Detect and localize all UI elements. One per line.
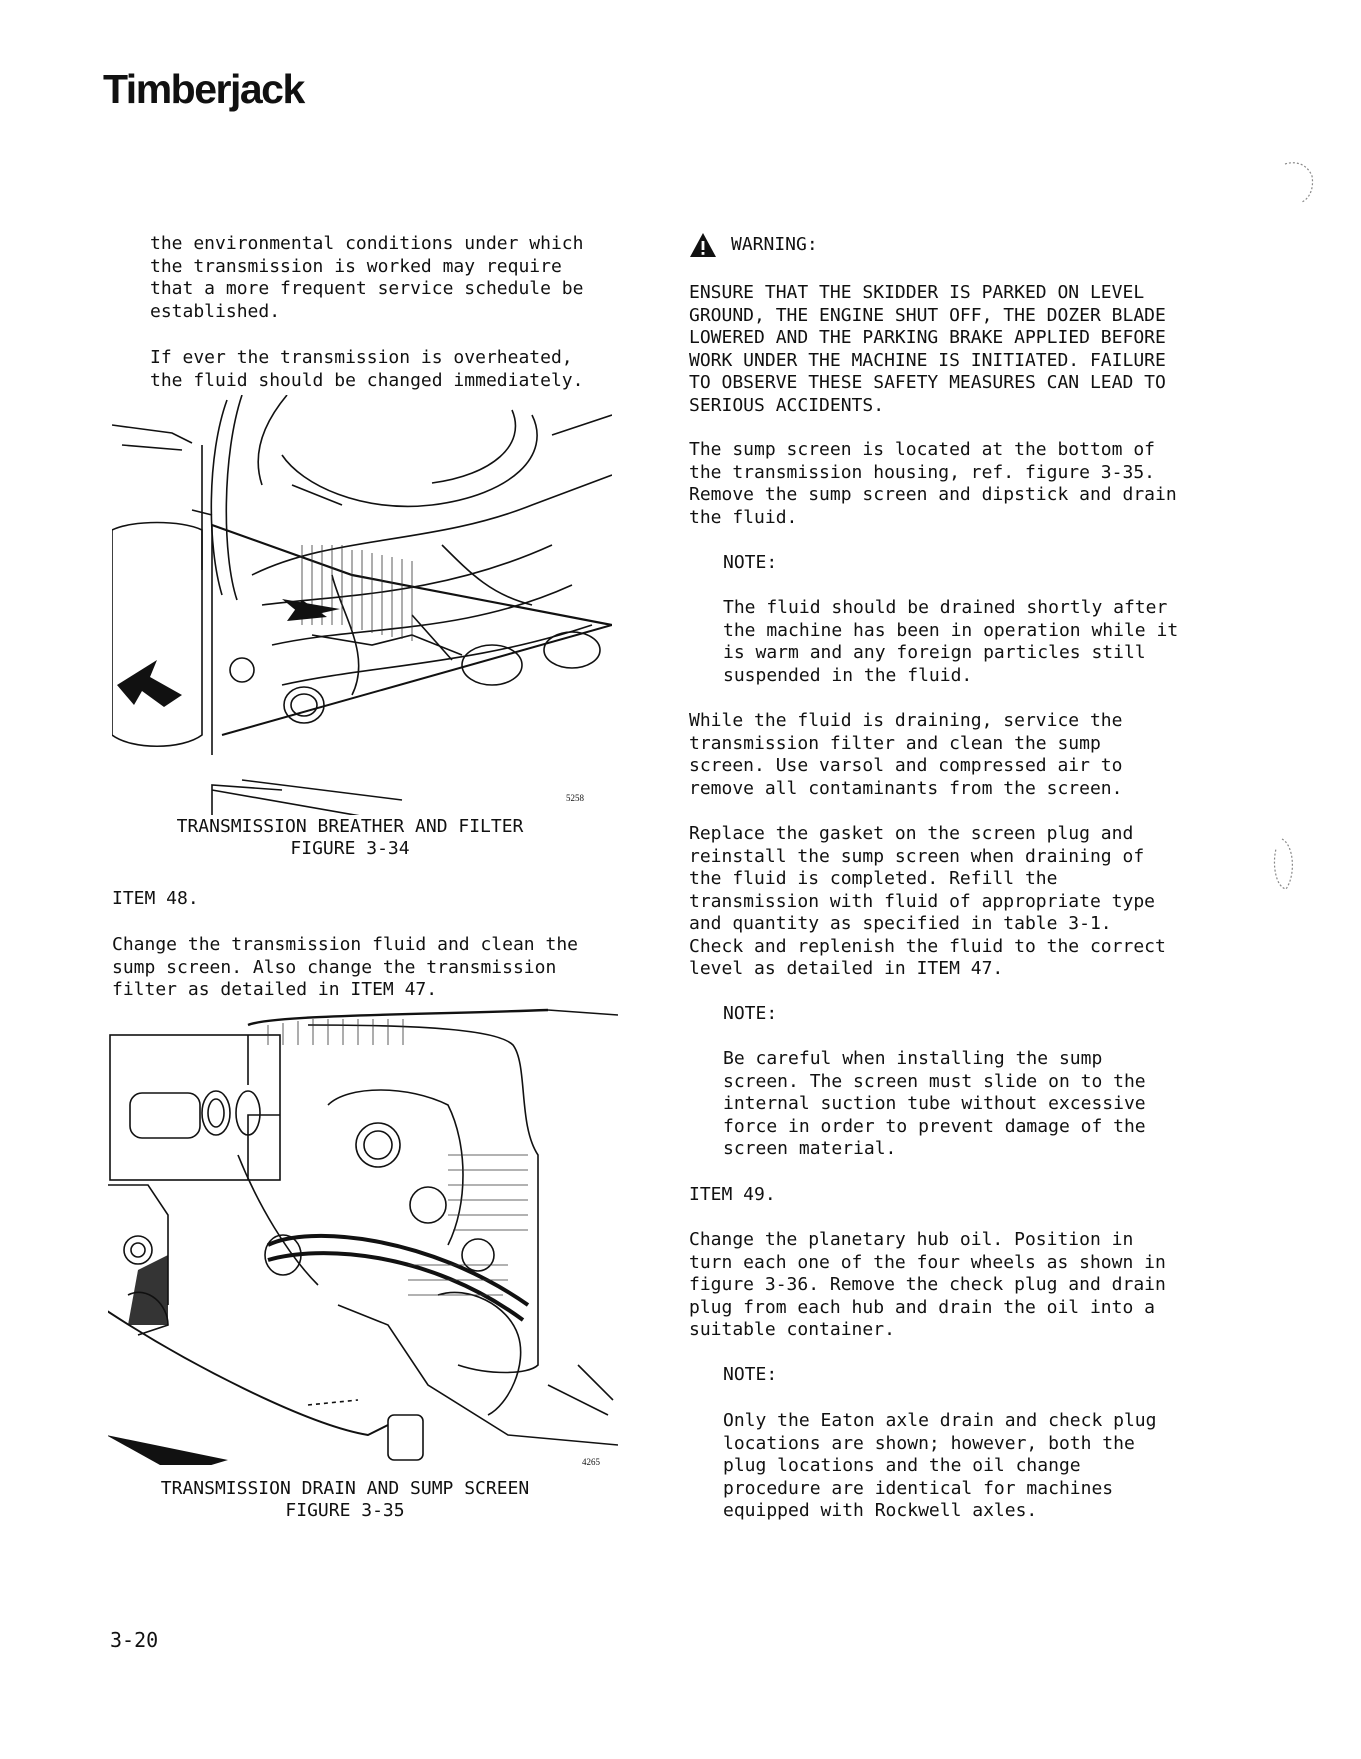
replace-paragraph: Replace the gasket on the screen plug and reinstall the sump screen when draining of the fluid is completed. Refill the transmission with fluid of appropriate type and quantity as specified in table 3-1. Check and replenish the fluid to the correct level as detailed in ITEM 47. <box>689 823 1166 979</box>
warning-triangle-icon <box>689 232 717 258</box>
figure-3-34-illustration <box>112 395 612 815</box>
figure-3-35-title: TRANSMISSION DRAIN AND SUMP SCREEN <box>160 1478 530 1499</box>
item-48-heading: ITEM 48. <box>112 888 199 909</box>
intro-paragraph: the environmental conditions under which the transmission is worked may require that a more frequent service schedule be established. <box>150 233 584 322</box>
figure-3-35-illustration <box>108 1005 618 1465</box>
figure-3-34-label: FIGURE 3-34 <box>290 838 410 859</box>
note-3-label: NOTE: <box>723 1364 778 1385</box>
warning-text: ENSURE THAT THE SKIDDER IS PARKED ON LEVEL GROUND, THE ENGINE SHUT OFF, THE DOZER BLADE LOWERED AND THE PARKING BRAKE APPLIED BEFORE WORK UNDER THE MACHINE IS INITIATED. FAILURE TO OBSERVE THESE SAFETY MEASURES CAN LEAD TO SERIOUS ACCIDENTS. <box>689 282 1166 416</box>
figure-3-35-label: FIGURE 3-35 <box>285 1500 405 1521</box>
figure-3-35-caption <box>130 1478 560 1522</box>
overheat-paragraph: If ever the transmission is overheated, the fluid should be changed immediately. <box>150 347 584 391</box>
page-number: 3-20 <box>110 1628 159 1652</box>
figure-3-34-title: TRANSMISSION BREATHER AND FILTER <box>176 816 524 837</box>
item-49-heading: ITEM 49. <box>689 1184 776 1205</box>
sump-paragraph: The sump screen is located at the bottom of the transmission housing, ref. figure 3-35. Remove the sump screen and dipstick and drain the fluid. <box>689 439 1177 528</box>
figure-3-35-number: 4265 <box>582 1457 600 1467</box>
note-2-label: NOTE: <box>723 1003 778 1024</box>
figure-3-34-number: 5258 <box>566 793 584 803</box>
margin-punch-mark-middle <box>1262 835 1302 895</box>
item-48-text: Change the transmission fluid and clean the sump screen. Also change the transmission filter as detailed in ITEM 47. <box>112 934 578 1000</box>
note-1-text: The fluid should be drained shortly after the machine has been in operation while it is warm and any foreign particles still suspended in the fluid. <box>723 597 1179 686</box>
warning-header <box>689 232 818 258</box>
margin-punch-mark-top <box>1280 158 1320 208</box>
note-3-text: Only the Eaton axle drain and check plug locations are shown; however, both the plug locations and the oil change procedure are identical for machines equipped with Rockwell axles. <box>723 1410 1157 1521</box>
note-2-text: Be careful when installing the sump screen. The screen must slide on to the internal suction tube without excessive force in order to prevent damage of the screen material. <box>723 1048 1146 1159</box>
note-1-label: NOTE: <box>723 552 778 573</box>
brand-logo: Timberjack <box>103 66 304 112</box>
figure-3-34-caption <box>150 816 550 860</box>
draining-paragraph: While the fluid is draining, service the transmission filter and clean the sump screen. Use varsol and compressed air to remove all contaminants from the screen. <box>689 710 1123 799</box>
item-49-text: Change the planetary hub oil. Position in turn each one of the four wheels as shown in figure 3-36. Remove the check plug and drain plug from each hub and drain the oil into a suitable container. <box>689 1229 1166 1340</box>
warning-label: WARNING: <box>731 233 818 255</box>
